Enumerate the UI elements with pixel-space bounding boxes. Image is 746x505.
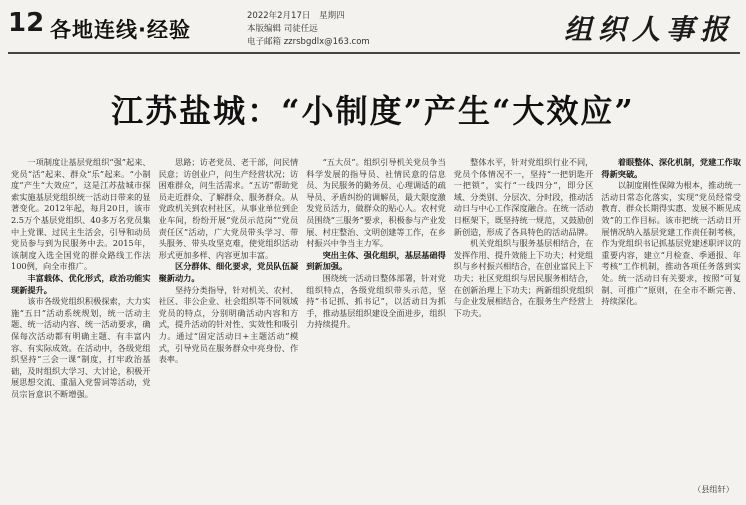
body-paragraph: 思路；访老党员、老干部，问民情民意；访创业户，问生产经营状况；访困难群众，问生活需求。“五访”帮助党员走近群众、了解群众、服务群众。从党政机关到农村社区，从事业单位到企业车间，纷纷开展“党员示范岗”“党员责任区”活动，广大党员带头学习、带头服务、带头攻坚克难，使党组织活动形式更加多样、内容更加丰富。 bbox=[158, 157, 299, 260]
body-paragraph: 该市各级党组织积极探索，大力实施“五日”活动系统规划，统一活动主题、统一活动内容、统一活动要求，确保每次活动都有明确主题、有丰富内容、有实际成效。在活动中，各级党组织坚持“三会一课”制度，打牢政治基础，及时组织大学习、大讨论，积极开展思想交流、重温入党誓词等活动，党员宗旨意识不断增强。 bbox=[11, 296, 151, 399]
page-number: 12 bbox=[8, 8, 45, 38]
subheading: 丰富载体、优化形式，政治功能实现新提升。 bbox=[11, 272, 151, 295]
body-paragraph: “五大员”。组织引导机关党员争当科学发展的指导员、社情民意的信息员、为民服务的勤务员、心理调适的疏导员、矛盾纠纷的调解员，最大限度激发党员活力，做群众的贴心人。农村党员围绕“三服务”要求，积极参与产业发展、村庄整治、文明创建等工作，在乡村振兴中争当主力军。 bbox=[306, 157, 446, 249]
page-header bbox=[0, 0, 746, 52]
editor-email[interactable]: 电子邮箱 zzrsbgdlx@163.com bbox=[247, 37, 370, 47]
issue-weekday: 星期四 bbox=[319, 11, 345, 21]
article-body bbox=[11, 157, 741, 497]
body-paragraph: 以制度刚性保障为根本，推动统一活动日常态化落实，实现“党员经常受教育、群众长期得实惠、发展不断见成效”的工作目标。该市把统一活动日开展情况纳入基层党建工作责任制考核，作为党组织书记抓基层党建述职评议的重要内容，建立“月检查、季通报、年考核”工作机制，推动各项任务落到实处。统一活动日有关要求，按照“可复制、可推广”原则，在全市不断完善、持续深化。 bbox=[601, 180, 741, 307]
body-paragraph: 坚持分类指导，针对机关、农村、社区、非公企业、社会组织等不同领域党员的特点，分别明确活动内容和方式，提升活动的针对性、实效性和吸引力。通过“固定活动日+主题活动”模式，引导党员在服务群众中亮身份、作表率。 bbox=[158, 284, 299, 365]
article-column bbox=[159, 157, 299, 497]
article-byline: （县组轩） bbox=[693, 484, 734, 494]
article-column bbox=[11, 157, 151, 497]
subheading: 区分群体、细化要求，党员队伍凝聚新动力。 bbox=[158, 261, 299, 283]
issue-date: 2022年2月17日 bbox=[247, 11, 311, 21]
body-paragraph: 整体水平，针对党组织行业不同，党员个体情况不一，坚持“一把钥匙开一把锁”，实行“一线四分”，即分区域、分类别、分层次、分时段，推动活动日与中心工作深度融合。在统一活动日框架下，既坚持统一规范，又鼓励创新创造，形成了各具特色的活动品牌。 bbox=[453, 157, 594, 237]
subheading: 突出主体、强化组织，基层基础得到新加强。 bbox=[306, 249, 446, 272]
newspaper-masthead: 组织人事报 bbox=[563, 13, 734, 46]
body-paragraph: 围绕统一活动日整体部署，针对党组织特点，各级党组织带头示范，坚持“书记抓、抓书记”，以活动日为抓手，推动基层组织建设全面进步，组织力持续提升。 bbox=[306, 272, 446, 330]
body-paragraph: 机关党组织与服务基层相结合，在发挥作用、提升效能上下功夫；村党组织与乡村振兴相结合，在创业富民上下功夫；社区党组织与居民服务相结合，在创新治理上下功夫；两新组织党组织与企业发展相结合，在服务生产经营上下功夫。 bbox=[453, 238, 594, 318]
article-column bbox=[306, 157, 446, 497]
header-divider bbox=[8, 52, 740, 54]
page-editor: 本版编辑 司徒任远 bbox=[247, 24, 318, 34]
article-column bbox=[454, 157, 594, 497]
article-column bbox=[601, 157, 741, 497]
subheading: 着眼整体、深化机制，党建工作取得新突破。 bbox=[601, 157, 741, 179]
article-headline: 江苏盐城：“小制度”产生“大效应” bbox=[111, 92, 635, 130]
section-title: 各地连线·经验 bbox=[50, 18, 191, 42]
body-paragraph: 一项制度让基层党组织“强”起来、党员“活”起来、群众“乐”起来。“小制度”产生“大效应”，这是江苏盐城市探索实施基层党组织统一活动日带来的显著变化。2012年起，每月20日，该市2.5万个基层党组织、40多万名党员集中上党课、过民主生活会，引导和动员党员参与到为民服务中去。2015年，该制度入选全国党的群众路线工作法100例，向全市推广。 bbox=[11, 157, 151, 272]
issue-meta bbox=[247, 10, 370, 49]
